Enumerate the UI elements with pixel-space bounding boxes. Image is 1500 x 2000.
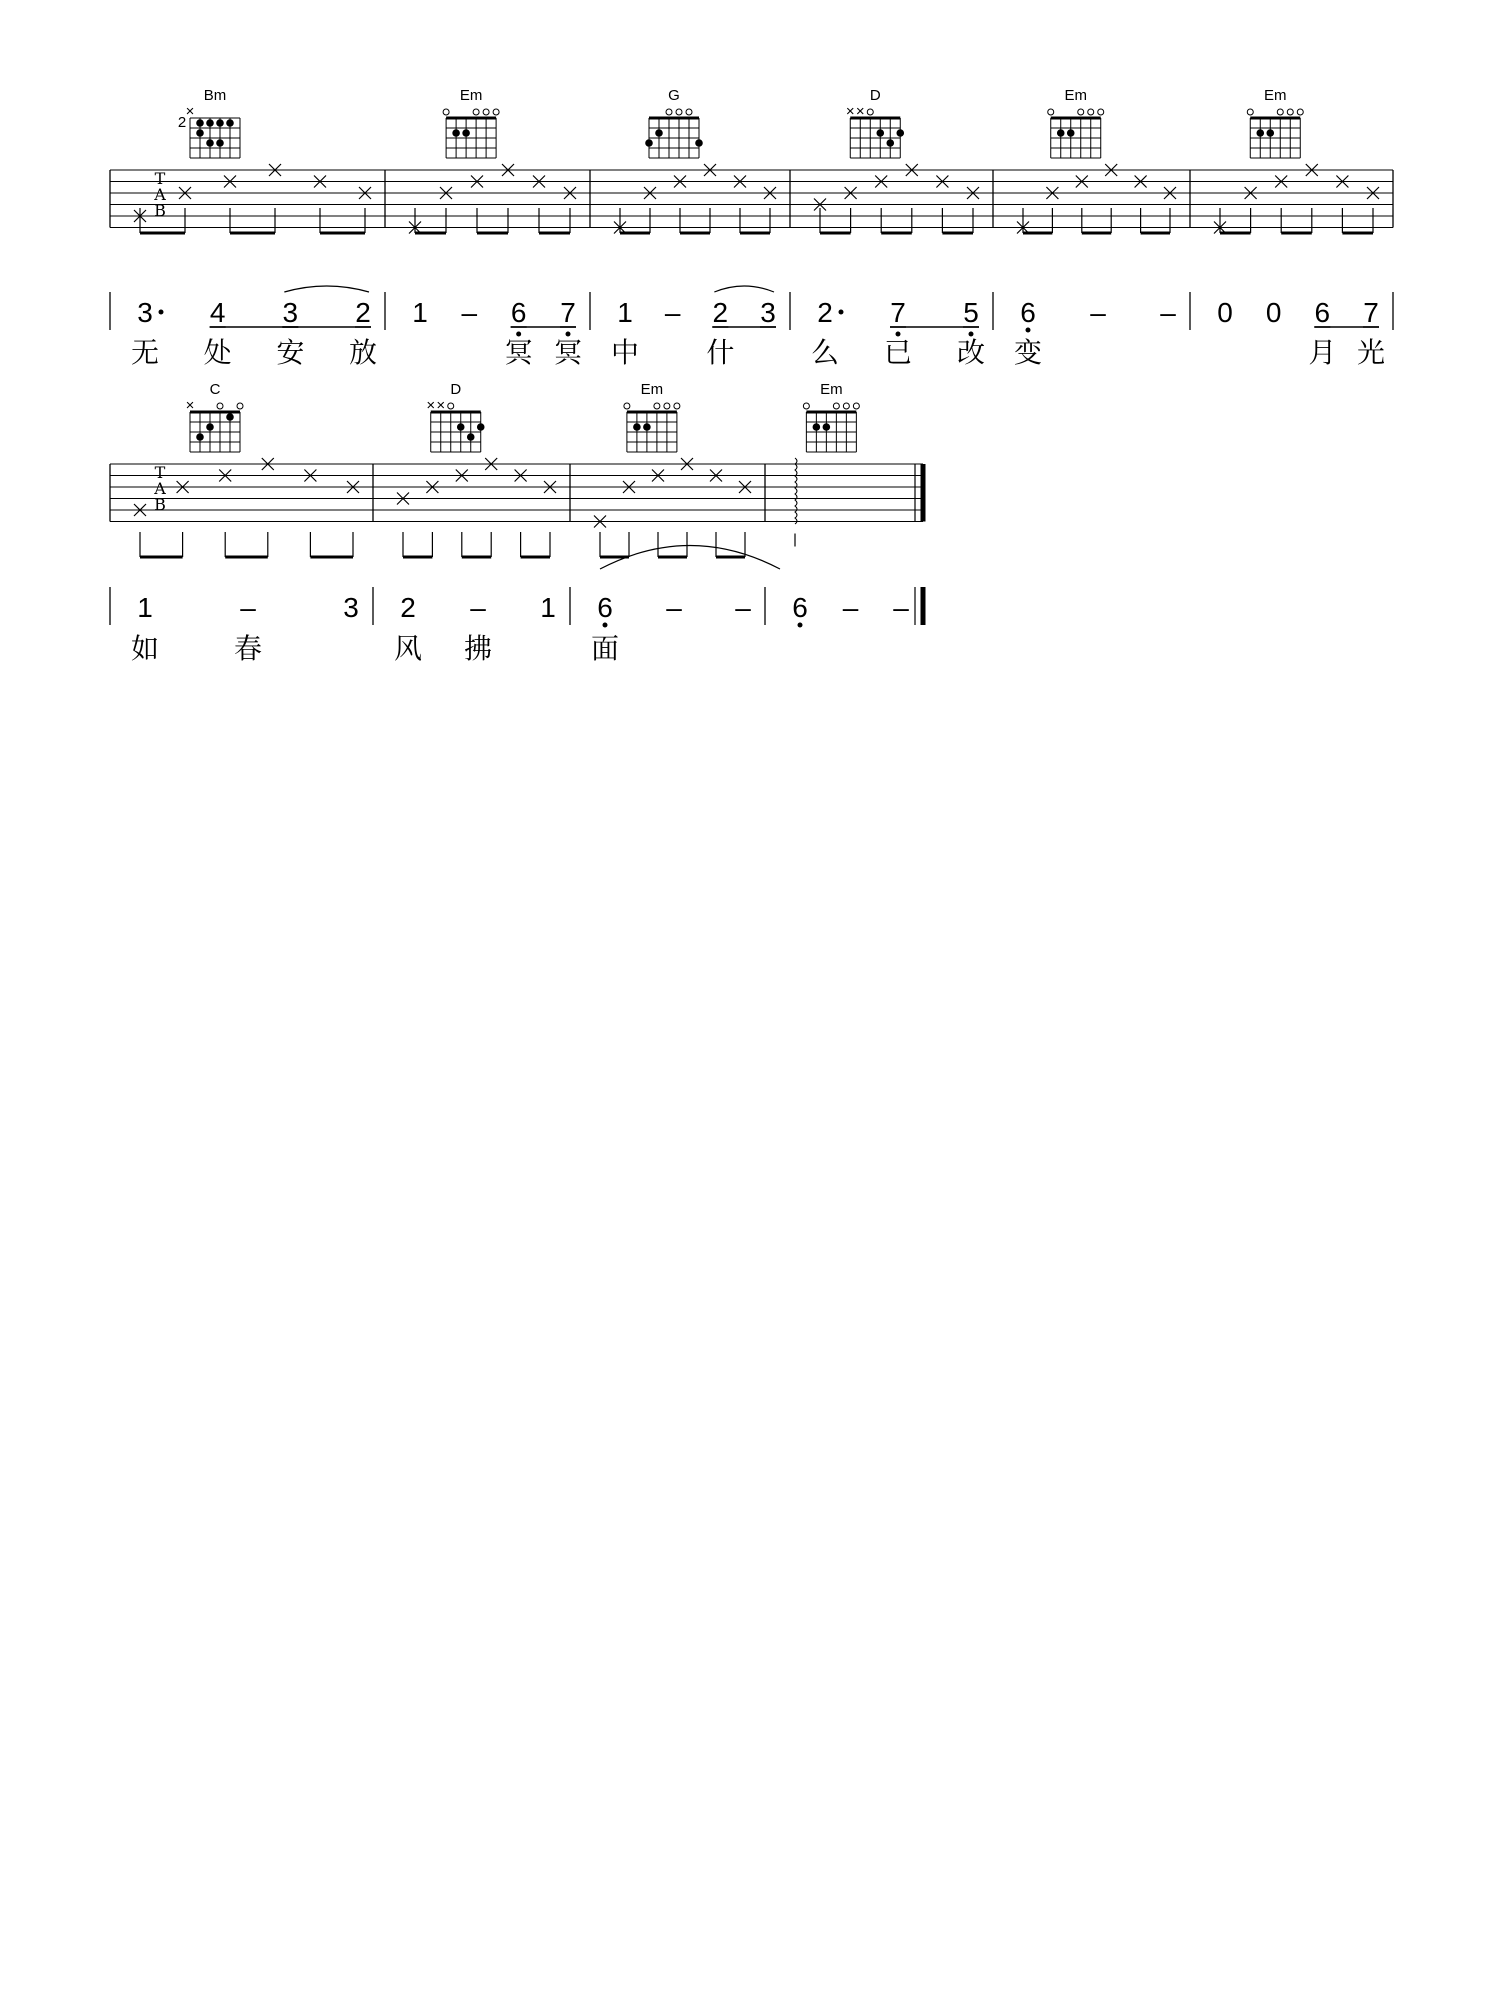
- open-string-marker: [483, 109, 489, 115]
- lyrics: [811, 336, 985, 369]
- jianpu-note: 3: [760, 297, 776, 328]
- jianpu-notes: [400, 592, 556, 623]
- jianpu-notes: [597, 592, 751, 628]
- chord-finger-dot: [813, 423, 821, 431]
- tab-clef-letter: A: [154, 479, 166, 498]
- jianpu-dash: –: [735, 592, 751, 623]
- pick-pattern: [1017, 164, 1176, 234]
- chord-diagram: [443, 87, 499, 158]
- open-string-marker: [237, 403, 243, 409]
- open-string-marker: [1088, 109, 1094, 115]
- open-string-marker: [686, 109, 692, 115]
- muted-string-marker: ×: [436, 397, 446, 414]
- pick-pattern: [795, 458, 890, 547]
- chord-finger-dot: [876, 129, 884, 137]
- lyric-char: 月: [1308, 336, 1337, 369]
- jianpu-note: 7: [560, 297, 576, 328]
- open-string-marker: [493, 109, 499, 115]
- chord-diagram: [1247, 87, 1303, 158]
- open-string-marker: [1247, 109, 1253, 115]
- jianpu-note: 0: [1265, 297, 1282, 328]
- chord-finger-dot: [645, 139, 653, 147]
- lyric-char: 处: [203, 336, 232, 369]
- tab-rest: –: [840, 489, 850, 507]
- jianpu-note: 2: [712, 297, 729, 328]
- chord-finger-dot: [216, 139, 224, 147]
- open-string-marker: [473, 109, 479, 115]
- open-string-marker: [443, 109, 449, 115]
- measure: [792, 381, 909, 628]
- open-string-marker: [1078, 109, 1084, 115]
- chord-name: Em: [459, 87, 483, 104]
- chord-finger-dot: [196, 119, 204, 127]
- slur: [284, 286, 369, 292]
- tab-clef-letter: B: [154, 201, 166, 220]
- jianpu-dash: –: [1090, 297, 1106, 328]
- chord-diagram: [426, 381, 484, 452]
- muted-string-marker: ×: [185, 397, 195, 414]
- chord-name: G: [668, 87, 680, 104]
- chord-finger-dot: [196, 129, 204, 137]
- chord-diagram: [803, 381, 859, 452]
- chord-finger-dot: [896, 129, 904, 137]
- jianpu-note: 6: [1314, 297, 1331, 328]
- open-string-marker: [664, 403, 670, 409]
- chord-finger-dot: [467, 433, 475, 441]
- chord-name: Bm: [203, 87, 227, 104]
- lower-octave-dot: [603, 623, 608, 628]
- chord-diagram: [846, 87, 904, 158]
- jianpu-note: 1: [540, 592, 556, 623]
- open-string-marker: [867, 109, 873, 115]
- chord-name: Em: [820, 381, 843, 398]
- jianpu-note: 0: [1217, 297, 1233, 328]
- pick-pattern: [397, 458, 556, 557]
- jianpu-note: 2: [355, 297, 371, 328]
- pick-pattern: [614, 164, 776, 234]
- tab-system: [110, 381, 923, 665]
- tab-system: [110, 87, 1393, 369]
- open-string-marker: [1287, 109, 1293, 115]
- lyric-char: 已: [883, 336, 913, 369]
- open-string-marker: [676, 109, 682, 115]
- jianpu-note: 6: [597, 592, 613, 623]
- jianpu-notes: [412, 297, 576, 337]
- jianpu-dash: –: [842, 592, 859, 623]
- lyric-char: 么: [810, 336, 840, 369]
- chord-name: D: [869, 87, 881, 104]
- lyric-char: 光: [1356, 336, 1386, 369]
- chord-finger-dot: [206, 119, 214, 127]
- lyric-char: 变: [1013, 336, 1043, 369]
- tab-rest: –: [880, 489, 890, 507]
- jianpu-dash: –: [893, 592, 909, 623]
- chord-finger-dot: [1067, 129, 1075, 137]
- lyric-char: 改: [956, 336, 986, 369]
- jianpu-dash: –: [1160, 297, 1176, 328]
- lower-octave-dot: [798, 623, 803, 628]
- jianpu-dash: –: [240, 592, 256, 623]
- open-string-marker: [674, 403, 680, 409]
- open-string-marker: [1297, 109, 1303, 115]
- tie-arc: [600, 546, 780, 570]
- open-string-marker: [1277, 109, 1283, 115]
- chord-name: Em: [640, 381, 664, 398]
- open-string-marker: [666, 109, 672, 115]
- lyrics: [1308, 336, 1385, 369]
- jianpu-notes: [792, 592, 909, 628]
- jianpu-note: 6: [792, 592, 808, 623]
- jianpu-note: 6: [510, 297, 527, 328]
- augmentation-dot: [159, 310, 164, 315]
- lyric-char: 面: [590, 632, 620, 665]
- chord-name: C: [209, 381, 221, 398]
- chord-finger-dot: [823, 423, 831, 431]
- slur: [714, 286, 774, 292]
- open-string-marker: [853, 403, 859, 409]
- arpeggio-wavy-line: [795, 458, 797, 524]
- lyrics: [131, 632, 262, 665]
- lyrics: [1014, 336, 1042, 369]
- jianpu-note: 3: [282, 297, 299, 328]
- jianpu-note: 2: [400, 592, 416, 623]
- chord-name: D: [450, 381, 462, 398]
- chord-name: Em: [1264, 87, 1287, 104]
- open-string-marker: [624, 403, 630, 409]
- augmentation-dot: [839, 310, 844, 315]
- jianpu-dash: –: [470, 592, 486, 623]
- jianpu-dash: –: [666, 592, 682, 623]
- muted-string-marker: ×: [426, 397, 436, 414]
- chord-diagram: [1048, 87, 1104, 158]
- lyric-char: 冥: [553, 336, 583, 369]
- jianpu-note: 7: [1363, 297, 1379, 328]
- chord-diagram: [645, 87, 703, 158]
- chord-finger-dot: [206, 139, 214, 147]
- open-string-marker: [217, 403, 223, 409]
- lyric-char: 什: [706, 336, 735, 369]
- chord-fret-number: 2: [177, 114, 187, 131]
- jianpu-note: 5: [963, 297, 979, 328]
- lyric-char: 中: [610, 336, 640, 369]
- chord-finger-dot: [643, 423, 651, 431]
- chord-finger-dot: [216, 119, 224, 127]
- jianpu-notes: [137, 592, 359, 623]
- lyric-char: 安: [276, 336, 305, 369]
- muted-string-marker: ×: [845, 103, 855, 120]
- lower-octave-dot: [1026, 328, 1031, 333]
- jianpu-note: 1: [412, 297, 428, 328]
- open-string-marker: [803, 403, 809, 409]
- lyrics: [394, 632, 492, 665]
- tab-clef-letter: T: [154, 169, 166, 188]
- muted-string-marker: ×: [855, 103, 865, 120]
- tab-clef-letter: B: [154, 495, 166, 514]
- lyric-char: 放: [348, 336, 378, 369]
- lyrics: [505, 336, 582, 369]
- chord-finger-dot: [226, 119, 234, 127]
- pick-pattern: [1214, 164, 1379, 234]
- chord-diagram: [624, 381, 680, 452]
- chord-diagram: [178, 87, 240, 158]
- measure: [394, 381, 556, 665]
- lyrics: [131, 336, 377, 369]
- jianpu-dash: –: [461, 297, 478, 328]
- chord-finger-dot: [452, 129, 460, 137]
- lyrics: [611, 336, 734, 369]
- open-string-marker: [833, 403, 839, 409]
- chord-finger-dot: [206, 423, 214, 431]
- chord-finger-dot: [695, 139, 703, 147]
- chord-diagram: [186, 381, 243, 452]
- pick-pattern: [409, 164, 576, 234]
- chord-finger-dot: [457, 423, 465, 431]
- jianpu-notes: [817, 297, 979, 337]
- jianpu-note: 4: [209, 297, 226, 328]
- lyric-char: 如: [130, 632, 160, 665]
- chord-finger-dot: [462, 129, 470, 137]
- chord-finger-dot: [886, 139, 894, 147]
- jianpu-note: 3: [343, 592, 359, 623]
- pick-pattern: [134, 458, 359, 557]
- jianpu-note: 6: [1020, 297, 1036, 328]
- open-string-marker: [1048, 109, 1054, 115]
- lyric-char: 无: [130, 336, 160, 369]
- tab-clef-letter: A: [154, 185, 166, 204]
- measure: [591, 381, 751, 665]
- jianpu-note: 1: [617, 297, 633, 328]
- lyric-char: 冥: [504, 336, 533, 369]
- jianpu-notes: [137, 286, 371, 328]
- measure: [131, 381, 359, 665]
- tab-clef-letter: T: [154, 463, 166, 482]
- lyrics: [591, 632, 619, 665]
- chord-finger-dot: [1266, 129, 1274, 137]
- jianpu-notes: [1217, 297, 1379, 328]
- jianpu-note: 1: [137, 592, 153, 623]
- jianpu-dash: –: [664, 297, 681, 328]
- chord-name: Em: [1064, 87, 1087, 104]
- pick-pattern: [134, 164, 371, 233]
- chord-finger-dot: [196, 433, 204, 441]
- pick-pattern: [814, 164, 979, 233]
- muted-string-marker: ×: [185, 103, 195, 120]
- open-string-marker: [843, 403, 849, 409]
- jianpu-notes: [1020, 297, 1176, 333]
- lyric-char: 拂: [463, 632, 493, 665]
- jianpu-notes: [617, 286, 776, 328]
- lyric-char: 春: [233, 632, 263, 665]
- chord-finger-dot: [477, 423, 485, 431]
- jianpu-note: 7: [890, 297, 906, 328]
- jianpu-note: 3: [137, 297, 153, 328]
- chord-finger-dot: [1057, 129, 1065, 137]
- jianpu-note: 2: [817, 297, 833, 328]
- chord-finger-dot: [1256, 129, 1264, 137]
- chord-finger-dot: [633, 423, 641, 431]
- open-string-marker: [1098, 109, 1104, 115]
- pick-pattern: [594, 458, 751, 557]
- open-string-marker: [654, 403, 660, 409]
- lyric-char: 风: [393, 632, 423, 665]
- open-string-marker: [448, 403, 454, 409]
- chord-finger-dot: [226, 413, 234, 421]
- chord-finger-dot: [655, 129, 663, 137]
